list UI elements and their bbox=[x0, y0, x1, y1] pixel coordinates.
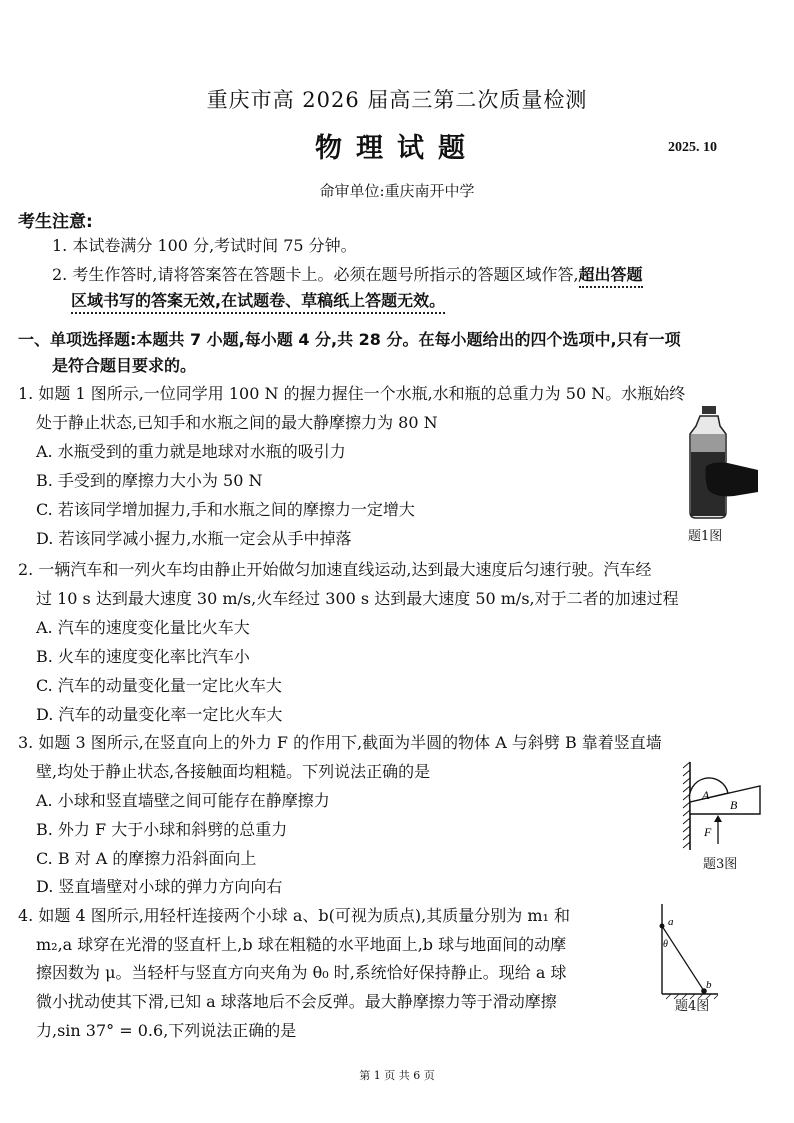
label-theta: θ bbox=[663, 939, 668, 950]
exam-title: 重庆市高 2026 届高三第二次质量检测 bbox=[206, 88, 588, 112]
light-rod bbox=[662, 926, 704, 991]
q1-figure-caption: 题1图 bbox=[688, 529, 723, 544]
label-f: F bbox=[704, 825, 712, 839]
bottle-cap bbox=[702, 406, 716, 414]
note-2-line2 bbox=[71, 291, 445, 311]
label-b: B bbox=[730, 798, 738, 812]
q4-stem-line1: 4. 如题 4 图所示,用轻杆连接两个小球 a、b(可视为质点),其质量分别为 m₁ 和 bbox=[18, 906, 570, 925]
bottle-label bbox=[691, 434, 725, 452]
q1-option-d: D. 若该同学减小握力,水瓶一定会从手中掉落 bbox=[36, 529, 352, 548]
q4-stem-line5: 力,sin 37° = 0.6,下列说法正确的是 bbox=[36, 1021, 297, 1040]
wall-hatch bbox=[683, 762, 690, 848]
q3-stem-line1: 3. 如题 3 图所示,在竖直向上的外力 F 的作用下,截面为半圆的物体 A 与斜劈 B 靠着竖直墙 bbox=[18, 733, 662, 752]
q3-option-b: B. 外力 F 大于小球和斜劈的总重力 bbox=[36, 820, 288, 839]
q1-stem-line2: 处于静止状态,已知手和水瓶之间的最大静摩擦力为 80 N bbox=[36, 413, 438, 432]
q4-figure-caption: 题4图 bbox=[675, 999, 710, 1014]
note-2-text: 2. 考生作答时,请将答案答在答题卡上。必须在题号所指示的答题区域作答, bbox=[52, 265, 579, 284]
q4-stem-line2: m₂,a 球穿在光滑的竖直杆上,b 球在粗糙的水平地面上,b 球与地面间的动摩 bbox=[36, 935, 567, 954]
q3-stem-line2: 壁,均处于静止状态,各接触面均粗糙。下列说法正确的是 bbox=[36, 762, 431, 781]
q1-figure bbox=[676, 404, 760, 524]
setter-unit: 命审单位:重庆南开中学 bbox=[319, 182, 475, 200]
ball-a-icon bbox=[660, 924, 665, 929]
q3-figure-caption: 题3图 bbox=[703, 857, 738, 872]
page-footer: 第 1 页 共 6 页 bbox=[359, 1069, 435, 1082]
label-ball-b: b bbox=[706, 979, 712, 991]
note-2-line1 bbox=[52, 265, 643, 285]
q1-option-a: A. 水瓶受到的重力就是地球对水瓶的吸引力 bbox=[36, 442, 346, 461]
q1-option-c: C. 若该同学增加握力,手和水瓶之间的摩擦力一定增大 bbox=[36, 500, 415, 519]
q1-stem-line1: 1. 如题 1 图所示,一位同学用 100 N 的握力握住一个水瓶,水和瓶的总重力为 50 N。水瓶始终 bbox=[18, 384, 686, 403]
q1-option-b: B. 手受到的摩擦力大小为 50 N bbox=[36, 471, 263, 490]
hand-icon bbox=[705, 462, 758, 496]
q3-option-a: A. 小球和竖直墙壁之间可能存在静摩擦力 bbox=[36, 791, 330, 810]
notes-heading: 考生注意: bbox=[18, 212, 93, 232]
note-2-emphasis: 超出答题 bbox=[579, 265, 643, 288]
q2-stem-line1: 2. 一辆汽车和一列火车均由静止开始做匀加速直线运动,达到最大速度后匀速行驶。汽车经 bbox=[18, 560, 652, 579]
section1-heading-cont: 是符合题目要求的。 bbox=[52, 356, 197, 375]
q4-stem-line3: 擦因数为 μ。当轻杆与竖直方向夹角为 θ₀ 时,系统恰好保持静止。现给 a 球 bbox=[36, 963, 567, 982]
q3-option-c: C. B 对 A 的摩擦力沿斜面向上 bbox=[36, 849, 257, 868]
q3-option-d: D. 竖直墙壁对小球的弹力方向向右 bbox=[36, 877, 283, 896]
q4-figure bbox=[652, 902, 732, 1002]
section1-heading: 一、单项选择题:本题共 7 小题,每小题 4 分,共 28 分。在每小题给出的四个选项中,只有一项 bbox=[18, 330, 681, 349]
q3-figure bbox=[682, 758, 768, 854]
note-1: 1. 本试卷满分 100 分,考试时间 75 分钟。 bbox=[52, 236, 357, 255]
q2-option-d: D. 汽车的动量变化率一定比火车大 bbox=[36, 705, 283, 724]
subject-title: 物理试题 bbox=[315, 133, 479, 164]
label-a: A bbox=[702, 788, 710, 802]
exam-date: 2025. 10 bbox=[668, 140, 717, 155]
q2-option-c: C. 汽车的动量变化量一定比火车大 bbox=[36, 676, 282, 695]
force-arrowhead bbox=[714, 815, 722, 822]
note-2-emphasis-cont: 区域书写的答案无效,在试题卷、草稿纸上答题无效。 bbox=[71, 291, 445, 314]
q2-stem-line2: 过 10 s 达到最大速度 30 m/s,火车经过 300 s 达到最大速度 50 m/s,对于二者的加速过程 bbox=[36, 589, 679, 608]
q2-option-b: B. 火车的速度变化率比汽车小 bbox=[36, 647, 250, 666]
q4-stem-line4: 微小扰动使其下滑,已知 a 球落地后不会反弹。最大静摩擦力等于滑动摩擦 bbox=[36, 992, 557, 1011]
q2-option-a: A. 汽车的速度变化量比火车大 bbox=[36, 618, 250, 637]
label-ball-a: a bbox=[668, 916, 674, 928]
